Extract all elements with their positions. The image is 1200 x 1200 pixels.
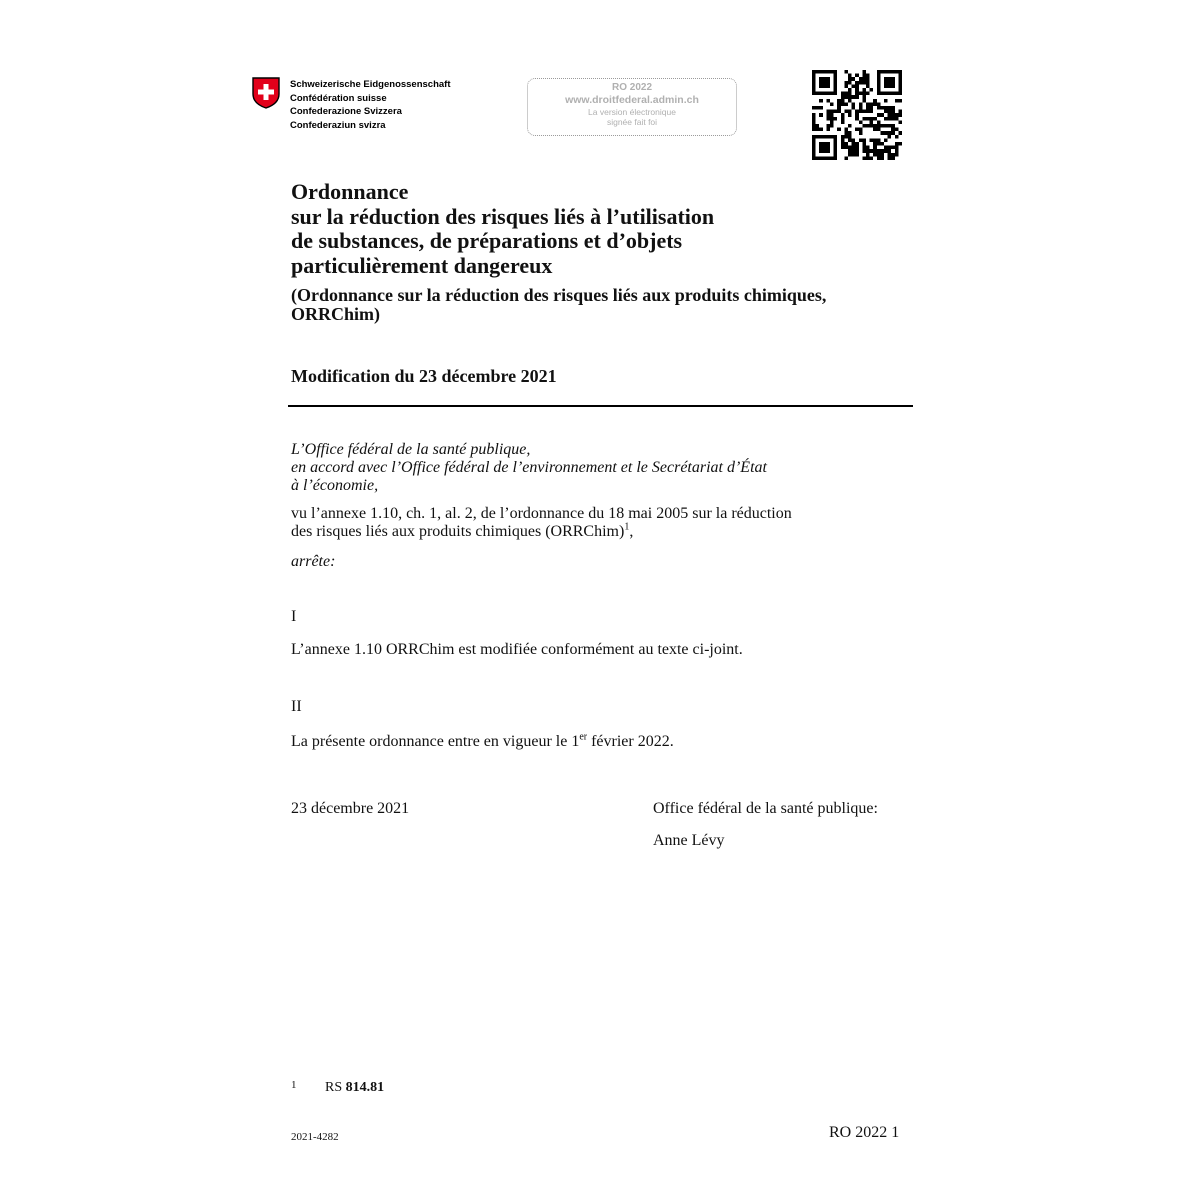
footnote-rs-link[interactable]: 814.81	[345, 1080, 385, 1095]
preamble-line: L’Office fédéral de la santé publique,	[291, 441, 531, 458]
footnote-number: 1	[291, 1079, 297, 1091]
preamble-line: en accord avec l’Office fédéral de l’environnement et le Secrétariat d’État	[291, 459, 767, 476]
modification-heading: Modification du 23 décembre 2021	[291, 366, 557, 386]
entry-into-force-date: février 2022.	[587, 733, 674, 750]
short-title-line: (Ordonnance sur la réduction des risques liés aux produits chimiques,	[291, 285, 827, 305]
confederation-line: Schweizerische Eidgenossenschaft	[290, 79, 451, 90]
section-number: II	[291, 698, 302, 715]
short-title	[291, 286, 911, 324]
confederation-names	[290, 78, 451, 132]
entry-into-force-text: La présente ordonnance entre en vigueur le 1	[291, 733, 580, 750]
stamp-note-2: signée fait foi	[606, 117, 658, 127]
legal-basis-line: vu l’annexe 1.10, ch. 1, al. 2, de l’ordonnance du 18 mai 2005 sur la réduction	[291, 505, 792, 522]
preamble-legal-basis	[291, 505, 792, 541]
ordinal-suffix: er	[579, 731, 588, 743]
document-title	[291, 180, 911, 278]
title-line: sur la réduction des risques liés à l’utilisation	[291, 203, 715, 229]
legal-basis-text: des risques liés aux produits chimiques (ORRChim)	[291, 523, 625, 540]
confederation-line: Confederazione Svizzera	[290, 106, 402, 117]
section-text: L’annexe 1.10 ORRChim est modifiée conformément au texte ci-joint.	[291, 641, 743, 658]
qr-code-icon[interactable]	[812, 70, 902, 160]
footnote-text	[325, 1080, 384, 1096]
swiss-cross-icon	[252, 77, 280, 109]
confederation-line: Confédération suisse	[290, 92, 387, 104]
title-line: de substances, de préparations et d’objets	[291, 228, 683, 253]
title-line: particulièrement dangereux	[291, 252, 553, 278]
signature-date: 23 décembre 2021	[291, 800, 410, 817]
legal-basis-comma: ,	[629, 523, 634, 540]
electronic-signature-stamp	[527, 78, 737, 136]
title-line: Ordonnance	[291, 179, 409, 204]
signer-name: Anne Lévy	[653, 832, 725, 849]
preamble-line: à l’économie,	[291, 477, 379, 494]
short-title-line: ORRChim)	[291, 304, 380, 324]
preamble-authority	[291, 441, 767, 495]
document-number: 2021-4282	[291, 1131, 339, 1143]
arrete-text: arrête:	[291, 553, 336, 570]
confederation-line: Confederaziun svizra	[290, 119, 386, 131]
title-divider	[288, 405, 913, 407]
footnote-ref-link[interactable]: 1	[624, 521, 630, 533]
stamp-ro: RO 2022	[611, 82, 653, 93]
signature-office: Office fédéral de la santé publique:	[653, 800, 878, 817]
stamp-url: www.droitfederal.admin.ch	[565, 94, 699, 106]
page-reference: RO 2022 1	[829, 1124, 900, 1141]
section-number: I	[291, 608, 297, 625]
footnote-prefix: RS	[325, 1080, 346, 1095]
section-text	[291, 733, 674, 751]
stamp-note-1: La version électronique	[588, 107, 676, 117]
legal-basis-line	[291, 523, 792, 541]
